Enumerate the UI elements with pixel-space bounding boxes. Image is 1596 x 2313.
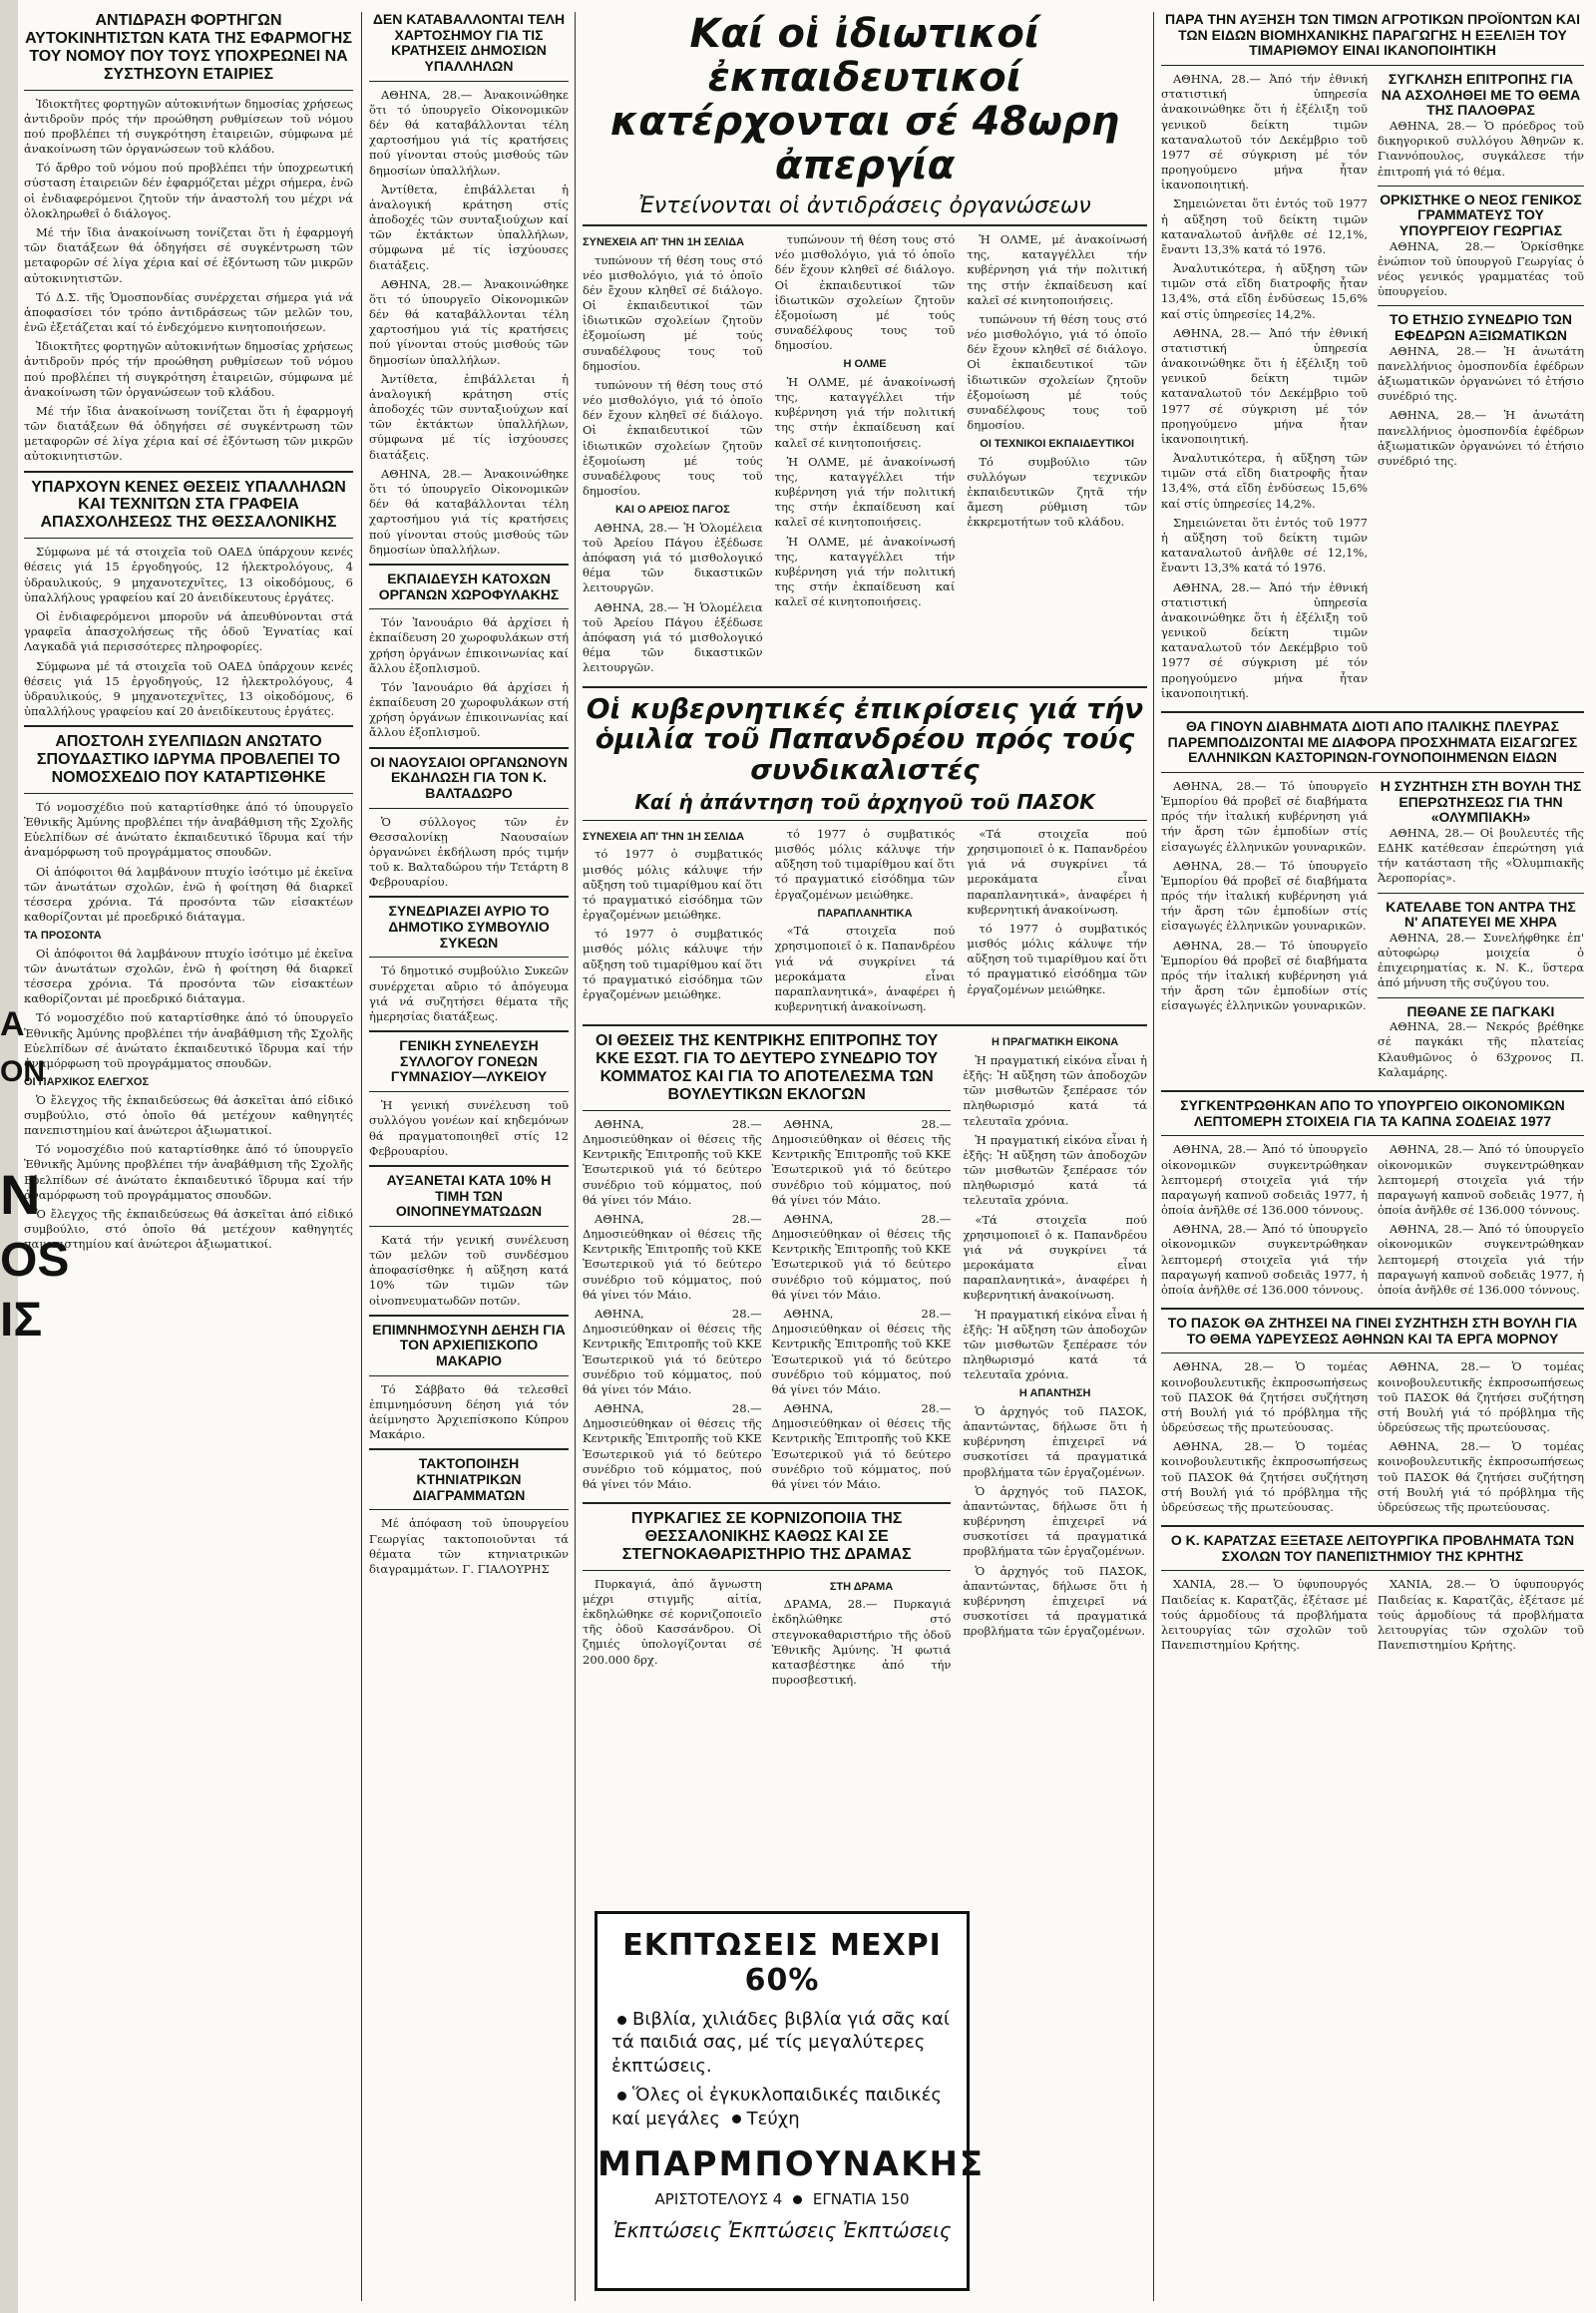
main-article-col-b: τυπώνουν τή θέση τους στό νέο μισθολόγιο, γιά τό ὁποῖο δέν ἔχουν κληθεῖ σέ διάλογο. Οἱ ἐκπαιδευτικοί τῶν ἰδιωτικῶν σχολείων ζητοῦν ἐξομοίωση μέ τούς συναδέλφους τους τοῦ δημοσίου. Η ΟΛΜΕ Ἡ ΟΛΜΕ, μέ ἀνακοίνωσή της, καταγγέλλει τήν κυβέρνηση γιά τήν πολιτική της στήν ἐκπαίδευση καί καλεῖ σέ κινητοποιήσεις. Ἡ ΟΛΜΕ, μέ ἀνακοίνωσή της, καταγγέλλει τήν κυβέρνηση γιά τήν πολιτική της στήν ἐκπαίδευση καί καλεῖ σέ κινητοποιήσεις. Ἡ ΟΛΜΕ, μέ ἀνακοίνωσή της, καταγγέλλει τήν κυβέρνηση γιά τήν πολιτική της στήν ἐκπαίδευση καί καλεῖ σέ κινητοποιήσεις.	[774, 232, 956, 609]
article-veterinary: Μέ ἀπόφαση τοῦ ὑπουργείου Γεωργίας τακτοποιοῦνται τά θέματα τῶν κτηνιατρικῶν διαγραμμάτων. Γ. ΓΙΑΛΟΥΡΗΣ	[369, 1516, 569, 1576]
edge-fragment-5: ΙΣ	[0, 1294, 43, 1347]
bookstore-advertisement	[595, 1911, 986, 2291]
ad-line-1: Βιβλία, χιλιάδες βιβλία γιά σᾶς καί τά παιδιά σας, μέ τίς μεγαλύτερες ἐκπτώσεις.	[611, 2009, 950, 2077]
headline-makarios: ΕΠΙΜΝΗΜΟΣΥΝΗ ΔΕΗΣΗ ΓΙΑ ΤΟΝ ΑΡΧΙΕΠΙΣΚΟΠΟ ΜΑΚΑΡΙΟ	[372, 1321, 566, 1369]
price-index-article: ΑΘΗΝΑ, 28.— Ἀπό τήν ἐθνική στατιστική ὑπηρεσία ἀνακοινώθηκε ὅτι ἡ ἐξέλιξη τοῦ γενικοῦ δείκτη τιμῶν καταναλωτοῦ τόν Δεκέμβριο τοῦ 1977 σέ σύγκριση μέ τόν προηγούμενο μήνα ἦταν ἱκανοποιητική. Σημειώνεται ὅτι ἐντός τοῦ 1977 ἡ αὔξηση τοῦ δείκτη τιμῶν καταναλωτοῦ ἀνῆλθε σέ 12,1%, ἔναντι 13,3% κατά τό 1976. Ἀναλυτικότερα, ἡ αὔξηση τῶν τιμῶν στά εἴδη διατροφῆς ἦταν 13,4%, στά εἴδη ἐνδύσεως 15,6% καί στίς ὑπηρεσίες 14,2%. ΑΘΗΝΑ, 28.— Ἀπό τήν ἐθνική στατιστική ὑπηρεσία ἀνακοινώθηκε ὅτι ἡ ἐξέλιξη τοῦ γενικοῦ δείκτη τιμῶν καταναλωτοῦ τόν Δεκέμβριο τοῦ 1977 σέ σύγκριση μέ τόν προηγούμενο μήνα ἦταν ἱκανοποιητική. Ἀναλυτικότερα, ἡ αὔξηση τῶν τιμῶν στά εἴδη διατροφῆς ἦταν 13,4%, στά εἴδη ἐνδύσεως 15,6% καί στίς ὑπηρεσίες 14,2%. Σημειώνεται ὅτι ἐντός τοῦ 1977 ἡ αὔξηση τοῦ δείκτη τιμῶν καταναλωτοῦ ἀνῆλθε σέ 12,1%, ἔναντι 13,3% κατά τό 1976. ΑΘΗΝΑ, 28.— Ἀπό τήν ἐθνική στατιστική ὑπηρεσία ἀνακοινώθηκε ὅτι ἡ ἐξέλιξη τοῦ γενικοῦ δείκτη τιμῶν καταναλωτοῦ τόν Δεκέμβριο τοῦ 1977 σέ σύγκριση μέ τόν προηγούμενο μήνα ἦταν ἱκανοποιητική.	[1161, 72, 1368, 700]
headline-kke: ΟΙ ΘΕΣΕΙΣ ΤΗΣ ΚΕΝΤΡΙΚΗΣ ΕΠΙΤΡΟΠΗΣ ΤΟΥ ΚΚΕ ΕΣΩΤ. ΓΙΑ ΤΟ ΔΕΥΤΕΡΟ ΣΥΝΕΔΡΙΟ ΤΟΥ ΚΟΜΜΑΤΟΣ ΚΑΙ ΓΙΑ ΤΟ ΑΠΟΤΕΛΕΣΜΑ ΤΩΝ ΒΟΥΛΕΥΤΙΚΩΝ ΕΚΛΟΓΩΝ	[596, 1032, 939, 1104]
main-subheadline: Ἐντείνονται οἱ ἀντιδράσεις ὀργανώσεων	[638, 193, 1091, 218]
fires-columns	[583, 1577, 951, 1693]
tobacco-col-a: ΑΘΗΝΑ, 28.— Ἀπό τό ὑπουργεῖο οἰκονομικῶν συγκεντρώθηκαν λεπτομερή στοιχεῖα γιά τήν παραγωγή καπνοῦ σοδειᾶς 1977, ἡ ὁποία ἀνῆλθε σέ 136.000 τόννους. ΑΘΗΝΑ, 28.— Ἀπό τό ὑπουργεῖο οἰκονομικῶν συγκεντρώθηκαν λεπτομερή στοιχεῖα γιά τήν παραγωγή καπνοῦ σοδειᾶς 1977, ἡ ὁποία ἀνῆλθε σέ 136.000 τόννους.	[1161, 1142, 1368, 1297]
subhead-misleading: ΠΑΡΑΠΛΑΝΗΤΙΚΑ	[817, 907, 913, 920]
papandreou-col-c: «Τά στοιχεῖα πού χρησιμοποιεῖ ὁ κ. Παπανδρέου γιά νά συγκρίνει τά μεροκάματα εἶναι παραπλανητικά», ἀναφέρει ἡ κυβερνητική ἀνακοίνωση. τό 1977 ὁ συμβατικός μισθός μόλις κάλυψε τήν αὔξηση τοῦ τιμαρίθμου καί ὅτι τό πραγματικό εἰσόδημα τῶν ἐργαζομένων μειώθηκε.	[967, 826, 1147, 996]
water-col-a: ΑΘΗΝΑ, 28.— Ὁ τομέας κοινοβουλευτικῆς ἐκπροσωπήσεως τοῦ ΠΑΣΟΚ θά ζητήσει συζήτηση στή Βουλή γιά τό πρόβλημα τῆς ὑδρεύσεως τῆς πρωτεύουσας. ΑΘΗΝΑ, 28.— Ὁ τομέας κοινοβουλευτικῆς ἐκπροσωπήσεως τοῦ ΠΑΣΟΚ θά ζητήσει συζήτηση στή Βουλή γιά τό πρόβλημα τῆς ὑδρεύσεως τῆς πρωτεύουσας.	[1161, 1359, 1368, 1514]
headline-crete-university: Ο Κ. ΚΑΡΑΤΖΑΣ ΕΞΕΤΑΣΕ ΛΕΙΤΟΥΡΓΙΚΑ ΠΡΟΒΛΗΜΑΤΑ ΤΩΝ ΣΧΟΛΩΝ ΤΟΥ ΠΑΝΕΠΙΣΤΗΜΙΟΥ ΤΗΣ ΚΡΗΤΗΣ	[1170, 1532, 1575, 1564]
edge-fragment-1: A	[0, 1005, 25, 1043]
papandreou-col-a: ΣΥΝΕΧΕΙΑ ΑΠ' ΤΗΝ 1Η ΣΕΛΙΔΑ τό 1977 ὁ συμβατικός μισθός μόλις κάλυψε τήν αὔξηση τοῦ τιμαρίθμου καί ὅτι τό πραγματικό εἰσόδημα τῶν ἐργαζομένων μειώθηκε. τό 1977 ὁ συμβατικός μισθός μόλις κάλυψε τήν αὔξηση τοῦ τιμαρίθμου καί ὅτι τό πραγματικό εἰσόδημα τῶν ἐργαζομένων μειώθηκε.	[583, 830, 763, 1001]
headline-adultery: ΚΑΤΕΛΑΒΕ ΤΟΝ ΑΝΤΡΑ ΤΗΣ Ν' ΑΠΑΤΕΥΕΙ ΜΕ ΧΗΡΑ	[1386, 898, 1576, 931]
headline-sykies: ΣΥΝΕΔΡΙΑΖΕΙ ΑΥΡΙΟ ΤΟ ΔΗΜΟΤΙΚΟ ΣΥΜΒΟΥΛΙΟ ΣΥΚΕΩΝ	[388, 903, 550, 951]
column-2	[369, 12, 569, 2301]
article-vacancies: Σύμφωνα μέ τά στοιχεῖα τοῦ ΟΑΕΔ ὑπάρχουν κενές θέσεις γιά 15 ἐργοδηγούς, 12 ἠλεκτρολόγους, 4 ὑδραυλικούς, 9 μηχανοτεχνῖτες, 13 οἰκοδόμους, 6 ὑπαλλήλους γραφείου καί 20 ἀνειδίκευτους ἐργάτες. Οἱ ἐνδιαφερόμενοι μποροῦν νά ἀπευθύνονται στά γραφεῖα ἀπασχολήσεως τῆς ὁδοῦ Ἐγνατίας καί Λαγκαδᾶ γιά περισσότερες πληροφορίες. Σύμφωνα μέ τά στοιχεῖα τοῦ ΟΑΕΔ ὑπάρχουν κενές θέσεις γιά 15 ἐργοδηγούς, 12 ἠλεκτρολόγους, 4 ὑδραυλικούς, 9 μηχανοτεχνῖτες, 13 οἰκοδόμους, 6 ὑπαλλήλους γραφείου καί 20 ἀνειδίκευτους ἐργάτες.	[24, 545, 353, 719]
subhead-olme: Η ΟΛΜΕ	[843, 358, 887, 371]
water-block	[1161, 1359, 1584, 1519]
secondary-subheadline: Καί ἡ ἀπάντηση τοῦ ἀρχηγοῦ τοῦ ΠΑΣΟΚ	[634, 789, 1095, 814]
subhead-reply: Η ΑΠΑΝΤΗΣΗ	[1018, 1387, 1091, 1400]
headline-veterinary: ΤΑΚΤΟΠΟΙΗΣΗ ΚΤΗΝΙΑΤΡΙΚΩΝ ΔΙΑΓΡΑΜΜΑΤΩΝ	[412, 1455, 526, 1503]
price-index-block	[1161, 72, 1584, 705]
kke-block	[583, 1032, 951, 1692]
papandreou-article-columns	[583, 827, 1147, 1018]
lower-center	[583, 1032, 1147, 1692]
kke-col-b: ΑΘΗΝΑ, 28.— Δημοσιεύθηκαν οἱ θέσεις τῆς Κεντρικῆς Ἐπιτροπῆς τοῦ ΚΚΕ Ἐσωτερικοῦ γιά τό δεύτερο συνέδριο τοῦ κόμματος, πού θά γίνει τόν Μάιο. ΑΘΗΝΑ, 28.— Δημοσιεύθηκαν οἱ θέσεις τῆς Κεντρικῆς Ἐπιτροπῆς τοῦ ΚΚΕ Ἐσωτερικοῦ γιά τό δεύτερο συνέδριο τοῦ κόμματος, πού θά γίνει τόν Μάιο. ΑΘΗΝΑ, 28.— Δημοσιεύθηκαν οἱ θέσεις τῆς Κεντρικῆς Ἐπιτροπῆς τοῦ ΚΚΕ Ἐσωτερικοῦ γιά τό δεύτερο συνέδριο τοῦ κόμματος, πού θά γίνει τόν Μάιο. ΑΘΗΝΑ, 28.— Δημοσιεύθηκαν οἱ θέσεις τῆς Κεντρικῆς Ἐπιτροπῆς τοῦ ΚΚΕ Ἐσωτερικοῦ γιά τό δεύτερο συνέδριο τοῦ κόμματος, πού θά γίνει τόν Μάιο.	[771, 1116, 952, 1491]
subhead-technical-teachers: ΟΙ ΤΕΧΝΙΚΟΙ ΕΚΠΑΙΔΕΥΤΙΚΟΙ	[980, 438, 1135, 451]
headline-parents: ΓΕΝΙΚΗ ΣΥΝΕΛΕΥΣΗ ΣΥΛΛΟΓΟΥ ΓΟΝΕΩΝ ΓΥΜΝΑΣΙΟΥ—ΛΥΚΕΙΟΥ	[390, 1037, 548, 1085]
right-briefs-2	[1378, 779, 1584, 1084]
headline-fires: ΠΥΡΚΑΓΙΕΣ ΣΕ ΚΟΡΝΙΖΟΠΟΙΙΑ ΤΗΣ ΘΕΣΣΑΛΟΝΙΚΗΣ ΚΑΘΩΣ ΚΑΙ ΣΕ ΣΤΕΓΝΟΚΑΘΑΡΙΣΤΗΡΙΟ ΤΗΣ ΔΡΑΜΑΣ	[621, 1510, 912, 1563]
article-sykies: Τό δημοτικό συμβούλιο Συκεῶν συνέρχεται αὔριο τό ἀπόγευμα γιά νά συζητήσει θέματα τῆς ἡμερησίας διατάξεως.	[369, 964, 569, 1023]
headline-spirits: ΑΥΞΑΝΕΤΑΙ ΚΑΤΑ 10% Η ΤΙΜΗ ΤΩΝ ΟΙΝΟΠΝΕΥΜΑΤΩΔΩΝ	[386, 1171, 552, 1220]
article-spirits: Κατά τήν γενική συνέλευση τῶν μελῶν τοῦ συνδέσμου ἀποφασίσθηκε ἡ αὔξηση κατά 10% τῶν τιμῶν τῶν οἰνοπνευματωδῶν ποτῶν.	[369, 1232, 569, 1308]
ad-address-1: ΑΡΙΣΤΟΤΕΛΟΥΣ 4	[654, 2189, 783, 2208]
papandreou-col-b: τό 1977 ὁ συμβατικός μισθός μόλις κάλυψε τήν αὔξηση τοῦ τιμαρίθμου καί ὅτι τό πραγματικό εἰσόδημα τῶν ἐργαζομένων μειώθηκε. ΠΑΡΑΠΛΑΝΗΤΙΚΑ «Τά στοιχεῖα πού χρησιμοποιεῖ ὁ κ. Παπανδρέου γιά νά συγκρίνει τά μεροκάματα εἶναι παραπλανητικά», ἀναφέρει ἡ κυβερνητική ἀνακοίνωση.	[774, 826, 956, 1014]
headline-bench: ΠΕΘΑΝΕ ΣΕ ΠΑΓΚΑΚΙ	[1406, 1002, 1555, 1019]
article-naousa: Ὁ σύλλογος τῶν ἐν Θεσσαλονίκῃ Ναουσαίων ὀργανώνει ἐκδήλωση πρός τιμήν τοῦ κ. Βαλταδώρου τήν Τετάρτη 8 Φεβρουαρίου.	[369, 814, 569, 890]
headline-secretary: ΟΡΚΙΣΤΗΚΕ Ο ΝΕΟΣ ΓΕΝΙΚΟΣ ΓΡΑΜΜΑΤΕΥΣ ΤΟΥ ΥΠΟΥΡΓΕΙΟΥ ΓΕΩΡΓΙΑΣ	[1380, 191, 1582, 239]
headline-tobacco: ΣΥΓΚΕΝΤΡΩΘΗΚΑΝ ΑΠΟ ΤΟ ΥΠΟΥΡΓΕΙΟ ΟΙΚΟΝΟΜΙΚΩΝ ΛΕΠΤΟΜΕΡΗ ΣΤΟΙΧΕΙΑ ΓΙΑ ΤΑ ΚΑΠΝΑ ΣΟΔΕΙΑΣ 1977	[1180, 1097, 1565, 1129]
kke-col-a: ΑΘΗΝΑ, 28.— Δημοσιεύθηκαν οἱ θέσεις τῆς Κεντρικῆς Ἐπιτροπῆς τοῦ ΚΚΕ Ἐσωτερικοῦ γιά τό δεύτερο συνέδριο τοῦ κόμματος, πού θά γίνει τόν Μάιο. ΑΘΗΝΑ, 28.— Δημοσιεύθηκαν οἱ θέσεις τῆς Κεντρικῆς Ἐπιτροπῆς τοῦ ΚΚΕ Ἐσωτερικοῦ γιά τό δεύτερο συνέδριο τοῦ κόμματος, πού θά γίνει τόν Μάιο. ΑΘΗΝΑ, 28.— Δημοσιεύθηκαν οἱ θέσεις τῆς Κεντρικῆς Ἐπιτροπῆς τοῦ ΚΚΕ Ἐσωτερικοῦ γιά τό δεύτερο συνέδριο τοῦ κόμματος, πού θά γίνει τόν Μάιο. ΑΘΗΝΑ, 28.— Δημοσιεύθηκαν οἱ θέσεις τῆς Κεντρικῆς Ἐπιτροπῆς τοῦ ΚΚΕ Ἐσωτερικοῦ γιά τό δεύτερο συνέδριο τοῦ κόμματος, πού θά γίνει τόν Μάιο.	[583, 1116, 762, 1491]
column-1	[24, 12, 353, 2301]
column-divider	[1153, 12, 1154, 2301]
ad-address-2: ΕΓΝΑΤΙΑ 150	[812, 2189, 910, 2208]
headline-olympic: Η ΣΥΖΗΤΗΣΗ ΣΤΗ ΒΟΥΛΗ ΤΗΣ ΕΠΕΡΩΤΗΣΕΩΣ ΓΙΑ ΤΗΝ «ΟΛΥΜΠΙΑΚΗ»	[1380, 777, 1582, 826]
article-bench: ΑΘΗΝΑ, 28.— Νεκρός βρέθηκε σέ παγκάκι τῆς πλατείας Κλαυθμῶνος ὁ 63χρονος Π. Καλαμάρης.	[1378, 1019, 1584, 1079]
bullet-icon	[732, 2115, 741, 2123]
ad-brand: ΜΠΑΡΜΠΟΥΝΑΚΗΣ	[598, 2143, 986, 2184]
headline-trucks: ΑΝΤΙΔΡΑΣΗ ΦΟΡΤΗΓΩΝ ΑΥΤΟΚΙΝΗΤΙΣΤΩΝ ΚΑΤΑ ΤΗΣ ΕΦΑΡΜΟΓΗΣ ΤΟΥ ΝΟΜΟΥ ΠΟΥ ΤΟΥΣ ΥΠΟΧΡΕΩΝΕΙ ΝΑ ΣΥΣΤΗΣΟΥΝ ΕΤΑΙΡΙΕΣ	[25, 12, 352, 83]
subhead-elegxos: ΟΙ ΠΑΡΧΙΚΟΣ ΕΛΕΓΧΟΣ	[24, 1076, 150, 1089]
ad-line-2: Ὅλες οἱ ἐγκυκλοπαιδικές παιδικές καί μεγάλες Τεύχη	[611, 2085, 942, 2129]
subhead-real-picture: Η ΠΡΑΓΜΑΤΙΚΗ ΕΙΚΟΝΑ	[992, 1036, 1119, 1049]
headline-stamp-duty: ΔΕΝ ΚΑΤΑΒΑΛΛΟΝΤΑΙ ΤΕΛΗ ΧΑΡΤΟΣΗΜΟΥ ΓΙΑ ΤΙΣ ΚΡΑΤΗΣΕΙΣ ΔΗΜΟΣΙΩΝ ΥΠΑΛΛΗΛΩΝ	[372, 12, 566, 75]
headline-reserve-officers: ΤΟ ΕΤΗΣΙΟ ΣΥΝΕΔΡΙΟ ΤΩΝ ΕΦΕΔΡΩΝ ΑΞΙΩΜΑΤΙΚΩΝ	[1389, 311, 1573, 344]
previous-page-edge	[0, 0, 18, 2313]
main-headline: Καί οἱ ἰδιωτικοί ἐκπαιδευτικοί κατέρχονται σέ 48ωρη ἀπεργία	[609, 12, 1120, 189]
water-col-b: ΑΘΗΝΑ, 28.— Ὁ τομέας κοινοβουλευτικῆς ἐκπροσωπήσεως τοῦ ΠΑΣΟΚ θά ζητήσει συζήτηση στή Βουλή γιά τό πρόβλημα τῆς ὑδρεύσεως τῆς πρωτεύουσας. ΑΘΗΝΑ, 28.— Ὁ τομέας κοινοβουλευτικῆς ἐκπροσωπήσεως τοῦ ΠΑΣΟΚ θά ζητήσει συζήτηση στή Βουλή γιά τό πρόβλημα τῆς ὑδρεύσεως τῆς πρωτεύουσας.	[1378, 1359, 1584, 1514]
edge-fragment-2: ON	[0, 1055, 45, 1088]
edge-fragment-4: OS	[0, 1234, 70, 1287]
crete-col-a: ΧΑΝΙΑ, 28.— Ὁ ὑφυπουργός Παιδείας κ. Καρατζᾶς, ἐξέτασε μέ τούς ἁρμοδίους τά προβλήματα λειτουργίας τῶν σχολῶν τοῦ Πανεπιστημίου Κρήτης.	[1161, 1577, 1368, 1653]
column-right	[1161, 12, 1584, 2301]
article-trucks: Ἰδιοκτῆτες φορτηγῶν αὐτοκινήτων δημοσίας χρήσεως ἀντιδροῦν πρός τήν προώθηση ρυθμίσεων τοῦ νόμου πού προβλέπει τή συγκρότηση ἑταιρειῶν, σύμφωνα μέ ἀνακοίνωση τῶν ὀργανώσεων τοῦ κλάδου. Τό ἄρθρο τοῦ νόμου πού προβλέπει τήν ὑποχρεωτική σύσταση ἑταιρειῶν δέν ἐφαρμόζεται μέχρι σήμερα, ἐνῶ οἱ ἐνδιαφερόμενοι ζητοῦν τήν ἀναστολή του μέχρι νά ὁλοκληρωθεῖ ὁ διάλογος. Μέ τήν ἴδια ἀνακοίνωση τονίζεται ὅτι ἡ ἐφαρμογή τῶν διατάξεων θά ὁδηγήσει σέ συγκέντρωση τῶν μεταφορῶν σέ λίγα χέρια καί σέ ἐξόντωση τῶν μικρῶν αὐτοκινητιστῶν. Τό Δ.Σ. τῆς Ὁμοσπονδίας συνέρχεται σήμερα γιά νά ἀποφασίσει τόν τρόπο ἀντιδράσεως τῶν μελῶν του, ἐνῶ ἐξετάζεται καί τό ἐνδεχόμενο κινητοποιήσεων. Ἰδιοκτῆτες φορτηγῶν αὐτοκινήτων δημοσίας χρήσεως ἀντιδροῦν πρός τήν προώθηση ρυθμίσεων τοῦ νόμου πού προβλέπει τή συγκρότηση ἑταιρειῶν, σύμφωνα μέ ἀνακοίνωση τῶν ὀργανώσεων τοῦ κλάδου. Μέ τήν ἴδια ἀνακοίνωση τονίζεται ὅτι ἡ ἐφαρμογή τῶν διατάξεων θά ὁδηγήσει σέ συγκέντρωση τῶν μεταφορῶν σέ λίγα χέρια καί σέ ἐξόντωση τῶν μικρῶν αὐτοκινητιστῶν.	[24, 96, 353, 464]
continuation-label: ΣΥΝΕΧΕΙΑ ΑΠ' ΤΗΝ 1Η ΣΕΛΙΔΑ	[583, 236, 745, 248]
article-parents: Ἡ γενική συνέλευση τοῦ συλλόγου γονέων καί κηδεμόνων θά πραγματοποιηθεῖ στίς 12 Φεβρουαρίου.	[369, 1098, 569, 1158]
crete-block	[1161, 1577, 1584, 1657]
fires-col-a: Πυρκαγιά, ἀπό ἄγνωστη μέχρι στιγμῆς αἰτία, ἐκδηλώθηκε σέ κορνιζοποιεῖο τῆς ὁδοῦ Κασσάνδρου. Οἱ ζημιές ὑπολογίζονται σέ 200.000 δρχ.	[583, 1576, 762, 1667]
right-briefs	[1378, 72, 1584, 705]
article-olympic: ΑΘΗΝΑ, 28.— Οἱ βουλευτές τῆς ΕΔΗΚ κατέθεσαν ἐπερώτηση γιά τήν κατάσταση τῆς «Ὀλυμπιακῆς Ἀεροπορίας».	[1378, 825, 1584, 886]
continuation-label-2: ΣΥΝΕΧΕΙΑ ΑΠ' ΤΗΝ 1Η ΣΕΛΙΔΑ	[583, 830, 745, 843]
article-secretary: ΑΘΗΝΑ, 28.— Ὁρκίσθηκε ἐνώπιον τοῦ ὑπουργοῦ Γεωργίας ὁ νέος γενικός γραμματέας τοῦ ὑπουργείου.	[1378, 238, 1584, 299]
ad-addresses	[598, 2190, 967, 2208]
tobacco-col-b: ΑΘΗΝΑ, 28.— Ἀπό τό ὑπουργεῖο οἰκονομικῶν συγκεντρώθηκαν λεπτομερή στοιχεῖα γιά τήν παραγωγή καπνοῦ σοδειᾶς 1977, ἡ ὁποία ἀνῆλθε σέ 136.000 τόννους. ΑΘΗΝΑ, 28.— Ἀπό τό ὑπουργεῖο οἰκονομικῶν συγκεντρώθηκαν λεπτομερή στοιχεῖα γιά τήν παραγωγή καπνοῦ σοδειᾶς 1977, ἡ ὁποία ἀνῆλθε σέ 136.000 τόννους.	[1378, 1142, 1584, 1297]
fires-col-b: ΣΤΗ ΔΡΑΜΑ ΔΡΑΜΑ, 28.— Πυρκαγιά ἐκδηλώθηκε στό στεγνοκαθαριστήριο τῆς ὁδοῦ Ἐθνικῆς Ἀμύνης. Ἡ φωτιά κατασβέστηκε ἀπό τήν πυροσβεστική.	[771, 1580, 952, 1688]
bullet-icon	[617, 2092, 626, 2101]
headline-gendarmerie: ΕΚΠΑΙΔΕΥΣΗ ΚΑΤΟΧΩΝ ΟΡΓΑΝΩΝ ΧΩΡΟΦΥΛΑΚΗΣ	[378, 570, 560, 602]
column-divider	[361, 12, 362, 2301]
article-makarios: Τό Σάββατο θά τελεσθεῖ ἐπιμνημόσυνη δέηση γιά τόν ἀείμνηστο Ἀρχιεπίσκοπο Κύπρου Μακάριο.	[369, 1381, 569, 1442]
headline-palothra: ΣΥΓΚΛΗΣΗ ΕΠΙΤΡΟΠΗΣ ΓΙΑ ΝΑ ΑΣΧΟΛΗΘΕΙ ΜΕ ΤΟ ΘΕΜΑ ΤΗΣ ΠΑΛΟΘΡΑΣ	[1381, 71, 1581, 119]
tobacco-block	[1161, 1142, 1584, 1302]
furs-article: ΑΘΗΝΑ, 28.— Τό ὑπουργεῖο Ἐμπορίου θά προβεῖ σέ διαβήματα πρός τήν ἰταλική κυβέρνηση γιά τήν ἄρση τῶν ἐμποδίων στίς εἰσαγωγές ἑλληνικῶν γουναρικῶν. ΑΘΗΝΑ, 28.— Τό ὑπουργεῖο Ἐμπορίου θά προβεῖ σέ διαβήματα πρός τήν ἰταλική κυβέρνηση γιά τήν ἄρση τῶν ἐμποδίων στίς εἰσαγωγές ἑλληνικῶν γουναρικῶν. ΑΘΗΝΑ, 28.— Τό ὑπουργεῖο Ἐμπορίου θά προβεῖ σέ διαβήματα πρός τήν ἰταλική κυβέρνηση γιά τήν ἄρση τῶν ἐμποδίων στίς εἰσαγωγές ἑλληνικῶν γουναρικῶν.	[1161, 778, 1368, 1013]
headline-evelpides: ΑΠΟΣΤΟΛΗ ΣΥΕΛΠΙΔΩΝ ΑΝΩΤΑΤΟ ΣΠΟΥΔΑΣΤΙΚΟ ΙΔΡΥΜΑ ΠΡΟΒΛΕΠΕΙ ΤΟ ΝΟΜΟΣΧΕΔΙΟ ΠΟΥ ΚΑΤΑΡΤΙΣΘΗΚΕ	[36, 733, 341, 786]
subhead-prosonta: ΤΑ ΠΡΟΣΟΝΤΑ	[24, 930, 102, 943]
article-evelpides: Τό νομοσχέδιο πού καταρτίσθηκε ἀπό τό ὑπουργεῖο Ἐθνικῆς Ἀμύνης προβλέπει τήν ἀναβάθμιση τῆς Σχολῆς Εὐελπίδων σέ ἀνώτατο ἐκπαιδευτικό ἵδρυμα καί τήν ἀναμόρφωση τοῦ προγράμματος σπουδῶν. Οἱ ἀπόφοιτοι θά λαμβάνουν πτυχίο ἰσότιμο μέ ἐκεῖνα τῶν ἀνωτάτων σχολῶν, ἐνῶ ἡ φοίτηση θά διαρκεῖ τέσσερα χρόνια. Τά προσόντα τῶν εἰσακτέων καθορίζονται μέ προεδρικό διάταγμα. ΤΑ ΠΡΟΣΟΝΤΑ Οἱ ἀπόφοιτοι θά λαμβάνουν πτυχίο ἰσότιμο μέ ἐκεῖνα τῶν ἀνωτάτων σχολῶν, ἐνῶ ἡ φοίτηση θά διαρκεῖ τέσσερα χρόνια. Τά προσόντα τῶν εἰσακτέων καθορίζονται μέ προεδρικό διάταγμα. Τό νομοσχέδιο πού καταρτίσθηκε ἀπό τό ὑπουργεῖο Ἐθνικῆς Ἀμύνης προβλέπει τήν ἀναβάθμιση τῆς Σχολῆς Εὐελπίδων σέ ἀνώτατο ἐκπαιδευτικό ἵδρυμα καί τήν ἀναμόρφωση τοῦ προγράμματος σπουδῶν. ΟΙ ΠΑΡΧΙΚΟΣ ΕΛΕΓΧΟΣ Ὁ ἔλεγχος τῆς ἐκπαιδεύσεως θά ἀσκεῖται ἀπό εἰδικό συμβούλιο, στό ὁποῖο θά μετέχουν καθηγητές πανεπιστημίου καί ἀνώτεροι ἀξιωματικοί. Τό νομοσχέδιο πού καταρτίσθηκε ἀπό τό ὑπουργεῖο Ἐθνικῆς Ἀμύνης προβλέπει τήν ἀναβάθμιση τῆς Σχολῆς Εὐελπίδων σέ ἀνώτατο ἐκπαιδευτικό ἵδρυμα καί τήν ἀναμόρφωση τοῦ προγράμματος σπουδῶν. Ὁ ἔλεγχος τῆς ἐκπαιδεύσεως θά ἀσκεῖται ἀπό εἰδικό συμβούλιο, στό ὁποῖο θά μετέχουν καθηγητές πανεπιστημίου καί ἀνώτεροι ἀξιωματικοί.	[24, 799, 353, 1252]
article-reserve-officers: ΑΘΗΝΑ, 28.— Ἡ ἀνωτάτη πανελλήνιος ὁμοσπονδία ἐφέδρων ἀξιωματικῶν ὀργανώνει τό ἐτήσιο συνέδριό της. ΑΘΗΝΑ, 28.— Ἡ ἀνωτάτη πανελλήνιος ὁμοσπονδία ἐφέδρων ἀξιωματικῶν ὀργανώνει τό ἐτήσιο συνέδριό της.	[1378, 343, 1584, 468]
subhead-drama: ΣΤΗ ΔΡΑΜΑ	[829, 1580, 894, 1593]
main-article-col-c: Ἡ ΟΛΜΕ, μέ ἀνακοίνωσή της, καταγγέλλει τήν κυβέρνηση γιά τήν πολιτική της στήν ἐκπαίδευση καί καλεῖ σέ κινητοποιήσεις. τυπώνουν τή θέση τους στό νέο μισθολόγιο, γιά τό ὁποῖο δέν ἔχουν κληθεῖ σέ διάλογο. Οἱ ἐκπαιδευτικοί τῶν ἰδιωτικῶν σχολείων ζητοῦν ἐξομοίωση μέ τούς συναδέλφους τους τοῦ δημοσίου. ΟΙ ΤΕΧΝΙΚΟΙ ΕΚΠΑΙΔΕΥΤΙΚΟΙ Τό συμβούλιο τῶν συλλόγων τεχνικῶν ἐκπαιδευτικῶν ζητᾶ τήν ἄμεση ρύθμιση τῶν ἐκκρεμοτήτων τοῦ κλάδου.	[967, 232, 1147, 530]
secondary-headline: Οἱ κυβερνητικές ἐπικρίσεις γιά τήν ὁμιλία τοῦ Παπανδρέου πρός τούς συνδικαλιστές	[586, 691, 1144, 787]
article-gendarmerie: Τόν Ἰανουάριο θά ἀρχίσει ἡ ἐκπαίδευση 20 χωροφυλάκων στή χρήση ὀργάνων ἐπικοινωνίας καί ἄλλου ἐξοπλισμοῦ. Τόν Ἰανουάριο θά ἀρχίσει ἡ ἐκπαίδευση 20 χωροφυλάκων στή χρήση ὀργάνων ἐπικοινωνίας καί ἄλλου ἐξοπλισμοῦ.	[369, 615, 569, 740]
ad-footer: Ἐκπτώσεις Ἐκπτώσεις Ἐκπτώσεις	[612, 2217, 952, 2242]
papandreou-continuation: Η ΠΡΑΓΜΑΤΙΚΗ ΕΙΚΟΝΑ Ἡ πραγματική εἰκόνα εἶναι ἡ ἑξῆς: Ἡ αὔξηση τῶν ἀποδοχῶν τῶν μισθωτῶν ξεπέρασε τόν πληθωρισμό κατά τά τελευταῖα χρόνια. Ἡ πραγματική εἰκόνα εἶναι ἡ ἑξῆς: Ἡ αὔξηση τῶν ἀποδοχῶν τῶν μισθωτῶν ξεπέρασε τόν πληθωρισμό κατά τά τελευταῖα χρόνια. «Τά στοιχεῖα πού χρησιμοποιεῖ ὁ κ. Παπανδρέου γιά νά συγκρίνει τά μεροκάματα εἶναι παραπλανητικά», ἀναφέρει ἡ κυβερνητική ἀνακοίνωση. Ἡ πραγματική εἰκόνα εἶναι ἡ ἑξῆς: Ἡ αὔξηση τῶν ἀποδοχῶν τῶν μισθωτῶν ξεπέρασε τόν πληθωρισμό κατά τά τελευταῖα χρόνια. Η ΑΠΑΝΤΗΣΗ Ὁ ἀρχηγός τοῦ ΠΑΣΟΚ, ἀπαντώντας, δήλωσε ὅτι ἡ κυβέρνηση ἐπιχειρεῖ νά συσκοτίσει τά πραγματικά προβλήματα τῶν ἐργαζομένων. Ὁ ἀρχηγός τοῦ ΠΑΣΟΚ, ἀπαντώντας, δήλωσε ὅτι ἡ κυβέρνηση ἐπιχειρεῖ νά συσκοτίσει τά πραγματικά προβλήματα τῶν ἐργαζομένων. Ὁ ἀρχηγός τοῦ ΠΑΣΟΚ, ἀπαντώντας, δήλωσε ὅτι ἡ κυβέρνηση ἐπιχειρεῖ νά συσκοτίσει τά πραγματικά προβλήματα τῶν ἐργαζομένων.	[963, 1036, 1147, 1639]
column-divider	[575, 12, 576, 2301]
headline-furs: ΘΑ ΓΙΝΟΥΝ ΔΙΑΒΗΜΑΤΑ ΔΙΟΤΙ ΑΠΟ ΙΤΑΛΙΚΗΣ ΠΛΕΥΡΑΣ ΠΑΡΕΜΠΟΔΙΖΟΝΤΑΙ ΜΕ ΔΙΑΦΟΡΑ ΠΡΟΣΧΗΜΑΤΑ ΕΙΣΑΓΩΓΕΣ ΕΛΛΗΝΙΚΩΝ ΚΑΣΤΟΡΙΝΩΝ-ΓΟΥΝΟΠΟΙΗΜΕΝΩΝ ΕΙΔΩΝ	[1167, 717, 1578, 766]
article-stamp-duty: ΑΘΗΝΑ, 28.— Ἀνακοινώθηκε ὅτι τό ὑπουργεῖο Οἰκονομικῶν δέν θά καταβάλλονται τέλη χαρτοσήμου γιά τίς κρατήσεις πού γίνονται στούς μισθούς τῶν δημοσίων ὑπαλλήλων. Ἀντίθετα, ἐπιβάλλεται ἡ ἀναλογική κράτηση στίς ἀποδοχές τῶν συνταξιούχων καί τῶν ἐκτάκτων ὑπαλλήλων, σύμφωνα μέ τίς ἰσχύουσες διατάξεις. ΑΘΗΝΑ, 28.— Ἀνακοινώθηκε ὅτι τό ὑπουργεῖο Οἰκονομικῶν δέν θά καταβάλλονται τέλη χαρτοσήμου γιά τίς κρατήσεις πού γίνονται στούς μισθούς τῶν δημοσίων ὑπαλλήλων. Ἀντίθετα, ἐπιβάλλεται ἡ ἀναλογική κράτηση στίς ἀποδοχές τῶν συνταξιούχων καί τῶν ἐκτάκτων ὑπαλλήλων, σύμφωνα μέ τίς ἰσχύουσες διατάξεις. ΑΘΗΝΑ, 28.— Ἀνακοινώθηκε ὅτι τό ὑπουργεῖο Οἰκονομικῶν δέν θά καταβάλλονται τέλη χαρτοσήμου γιά τίς κρατήσεις πού γίνονται στούς μισθούς τῶν δημοσίων ὑπαλλήλων.	[369, 87, 569, 557]
bullet-icon	[793, 2195, 802, 2204]
headline-vacancies: ΥΠΑΡΧΟΥΝ ΚΕΝΕΣ ΘΕΣΕΙΣ ΥΠΑΛΛΗΛΩΝ ΚΑΙ ΤΕΧΝΙΤΩΝ ΣΤΑ ΓΡΑΦΕΙΑ ΑΠΑΣΧΟΛΗΣΕΩΣ ΤΗΣ ΘΕΣΣΑΛΟΝΙΚΗΣ	[31, 478, 346, 532]
subhead-areios-pagos: ΚΑΙ Ο ΑΡΕΙΟΣ ΠΑΓΟΣ	[614, 504, 730, 517]
article-palothra: ΑΘΗΝΑ, 28.— Ὁ πρόεδρος τοῦ δικηγορικοῦ συλλόγου Ἀθηνῶν κ. Γιαννόπουλος, συγκάλεσε τήν ἐπιτροπή γιά τό θέμα.	[1378, 119, 1584, 179]
kke-columns	[583, 1117, 951, 1496]
ad-headline: ΕΚΠΤΩΣΕΙΣ ΜΕΧΡΙ 60%	[622, 1928, 942, 1998]
article-adultery: ΑΘΗΝΑ, 28.— Συνελήφθηκε ἐπ' αὐτοφώρῳ μοιχεία ὁ ἐπιχειρηματίας κ. Ν. Κ., ὕστερα ἀπό μήνυση τῆς συζύγου του.	[1378, 930, 1584, 990]
headline-naousa: ΟΙ ΝΑΟΥΣΑΙΟΙ ΟΡΓΑΝΩΝΟΥΝ ΕΚΔΗΛΩΣΗ ΓΙΑ ΤΟΝ Κ. ΒΑΛΤΑΔΩΡΟ	[369, 753, 569, 801]
furs-block	[1161, 779, 1584, 1084]
main-article-columns	[583, 232, 1147, 680]
main-article-col-a: ΣΥΝΕΧΕΙΑ ΑΠ' ΤΗΝ 1Η ΣΕΛΙΔΑ τυπώνουν τή θέση τους στό νέο μισθολόγιο, γιά τό ὁποῖο δέν ἔχουν κληθεῖ σέ διάλογο. Οἱ ἐκπαιδευτικοί τῶν ἰδιωτικῶν σχολείων ζητοῦν ἐξομοίωση μέ τούς συναδέλφους τους τοῦ δημοσίου. τυπώνουν τή θέση τους στό νέο μισθολόγιο, γιά τό ὁποῖο δέν ἔχουν κληθεῖ σέ διάλογο. Οἱ ἐκπαιδευτικοί τῶν ἰδιωτικῶν σχολείων ζητοῦν ἐξομοίωση μέ τούς συναδέλφους τους τοῦ δημοσίου. ΚΑΙ Ο ΑΡΕΙΟΣ ΠΑΓΟΣ ΑΘΗΝΑ, 28.— Ἡ Ὁλομέλεια τοῦ Ἀρείου Πάγου ἐξέδωσε ἀπόφαση γιά τό μισθολογικό θέμα τῶν δικαστικῶν λειτουργῶν. ΑΘΗΝΑ, 28.— Ἡ Ὁλομέλεια τοῦ Ἀρείου Πάγου ἐξέδωσε ἀπόφαση γιά τό μισθολογικό θέμα τῶν δικαστικῶν λειτουργῶν.	[583, 236, 763, 675]
bullet-icon	[617, 2016, 626, 2025]
crete-col-b: ΧΑΝΙΑ, 28.— Ὁ ὑφυπουργός Παιδείας κ. Καρατζᾶς, ἐξέτασε μέ τούς ἁρμοδίους τά προβλήματα λειτουργίας τῶν σχολῶν τοῦ Πανεπιστημίου Κρήτης.	[1378, 1577, 1584, 1653]
headline-water-supply: ΤΟ ΠΑΣΟΚ ΘΑ ΖΗΤΗΣΕΙ ΝΑ ΓΙΝΕΙ ΣΥΖΗΤΗΣΗ ΣΤΗ ΒΟΥΛΗ ΓΙΑ ΤΟ ΘΕΜΑ ΥΔΡΕΥΣΕΩΣ ΑΘΗΝΩΝ ΚΑΙ ΤΑ ΕΡΓΑ ΜΟΡΝΟΥ	[1167, 1315, 1578, 1347]
edge-fragment-3: N	[0, 1163, 41, 1226]
headline-price-index: ΠΑΡΑ ΤΗΝ ΑΥΞΗΣΗ ΤΩΝ ΤΙΜΩΝ ΑΓΡΟΤΙΚΩΝ ΠΡΟΪΟΝΤΩΝ ΚΑΙ ΤΩΝ ΕΙΔΩΝ ΒΙΟΜΗΧΑΝΙΚΗΣ ΠΑΡΑΓΩΓΗΣ Η ΕΞΕΛΙΞΗ ΤΟΥ ΤΙΜΑΡΙΘΜΟΥ ΕΙΝΑΙ ΙΚΑΝΟΠΟΙΗΤΙΚΗ	[1164, 12, 1581, 59]
